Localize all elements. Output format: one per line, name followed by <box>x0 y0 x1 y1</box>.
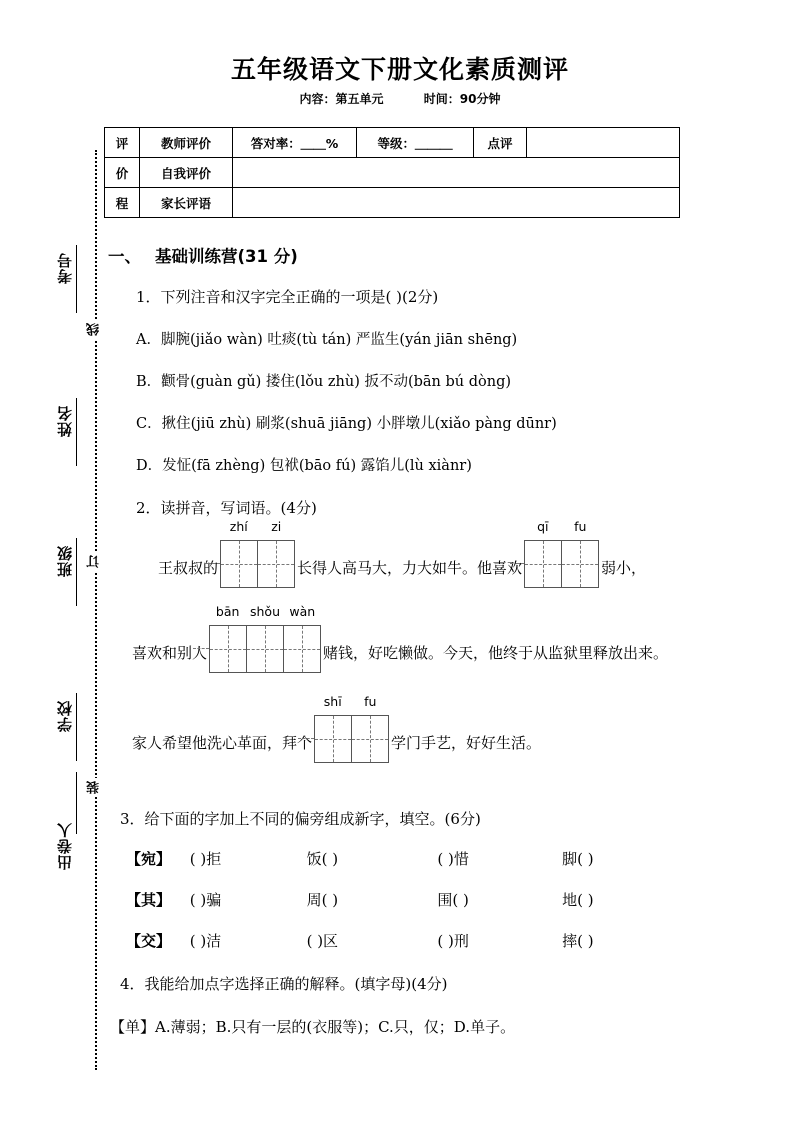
tianzige-box[interactable] <box>220 540 295 588</box>
section-heading <box>108 243 298 267</box>
q2-row1-grid-2[interactable] <box>524 519 599 588</box>
question-2-stem: 2．读拼音，写词语。(4分) <box>136 499 317 517</box>
eval-col-head-2: 价 <box>105 158 140 188</box>
q3-row2-base: 【其】 <box>126 891 172 909</box>
margin-label-paper-author: 出卷人 <box>56 822 74 870</box>
tianzige-cell[interactable] <box>247 626 284 672</box>
question-3-row-3 <box>126 934 594 949</box>
q2-row3-pinyin: shī fu <box>323 694 377 709</box>
tianzige-box[interactable] <box>314 715 389 763</box>
margin-label-school: 学校 <box>56 700 74 732</box>
question-2-row-3 <box>132 694 542 763</box>
q3-row2-blank-1[interactable]: ( )骗 <box>189 891 222 909</box>
tianzige-cell[interactable] <box>210 626 247 672</box>
binding-dotted-line <box>95 150 97 1070</box>
q2-row1-grid-1[interactable] <box>220 519 295 588</box>
baseline-dash <box>298 738 314 739</box>
tianzige-box[interactable] <box>209 625 321 673</box>
question-1-option-b[interactable]: B．颧骨(guàn gǔ) 搂住(lǒu zhù) 扳不动(bān bú dòng) <box>136 374 512 390</box>
margin-label-exam-number: 考号 <box>56 252 74 284</box>
seal-word-bind: 订 <box>88 552 101 571</box>
eval-comment-value[interactable] <box>527 128 680 158</box>
q2-row3-text-after: 学门手艺，好好生活。 <box>391 734 542 752</box>
tianzige-box[interactable] <box>524 540 599 588</box>
tianzige-cell[interactable] <box>221 541 258 587</box>
q3-row3-blank-1[interactable]: ( )洁 <box>189 932 222 950</box>
q3-row2-blank-3[interactable]: 围( ) <box>437 891 469 909</box>
seal-word-pack: 装 <box>88 778 101 797</box>
eval-grade-field[interactable]: 等级：＿＿＿ <box>357 128 474 158</box>
q3-row1-blank-3[interactable]: ( )惜 <box>437 850 469 868</box>
baseline-dash <box>193 648 209 649</box>
q3-row2-blank-2[interactable]: 周( ) <box>306 891 339 909</box>
q2-row1-text-after: 长得人高马大，力大如牛。他喜欢 <box>297 559 523 577</box>
binding-margin <box>0 0 100 1123</box>
tianzige-cell[interactable] <box>525 541 562 587</box>
q3-row1-blank-4[interactable]: 脚( ) <box>562 850 594 868</box>
question-1-stem: 1．下列注音和汉字完全正确的一项是( )(2分) <box>136 288 439 306</box>
eval-label-teacher: 教师评价 <box>140 128 233 158</box>
q2-row2-text-after: 赌钱，好吃懒做。今天，他终于从监狱里释放出来。 <box>323 644 669 662</box>
margin-rule-class <box>76 538 77 606</box>
eval-accuracy-field[interactable]: 答对率：＿＿% <box>233 128 357 158</box>
eval-comment-header: 点评 <box>474 128 527 158</box>
table-row <box>105 188 680 218</box>
tianzige-cell[interactable] <box>352 716 388 762</box>
page-subtitle <box>100 90 700 107</box>
question-1-option-c[interactable]: C．揪住(jiū zhù) 刷浆(shuā jiāng) 小胖墩儿(xiǎo pàng dūnr) <box>136 416 557 432</box>
section-title: 基础训练营 <box>155 247 238 266</box>
section-number: 一、 <box>108 247 141 266</box>
seal-word-line: 线 <box>88 320 101 339</box>
margin-label-class: 班级 <box>56 545 74 577</box>
question-1-option-a[interactable]: A．脚腕(jiǎo wàn) 吐痰(tù tán) 严监生(yán jiān shēng) <box>136 332 518 348</box>
question-3-row-1 <box>126 852 594 867</box>
section-points: (31 分) <box>237 247 298 266</box>
margin-rule-exam-number <box>76 245 77 313</box>
tianzige-cell[interactable] <box>562 541 598 587</box>
q3-row1-base: 【宛】 <box>126 850 172 868</box>
margin-rule-school <box>76 693 77 761</box>
question-1-option-d[interactable]: D．发怔(fā zhèng) 包袱(bāo fú) 露馅儿(lù xiànr) <box>136 458 472 474</box>
question-3-row-2 <box>126 893 594 908</box>
eval-col-head-1: 评 <box>105 128 140 158</box>
eval-self-value[interactable] <box>233 158 680 188</box>
eval-label-self: 自我评价 <box>140 158 233 188</box>
page-title: 五年级语文下册文化素质测评 <box>230 55 569 84</box>
tianzige-cell[interactable] <box>258 541 294 587</box>
q3-row3-blank-2[interactable]: ( )区 <box>306 932 339 950</box>
margin-label-student-name: 姓名 <box>56 405 74 437</box>
q2-row2-grid[interactable] <box>209 604 321 673</box>
q2-row1-pinyin-2: qī fu <box>537 519 587 534</box>
question-2-row-2 <box>132 604 669 673</box>
q3-row1-blank-2[interactable]: 饭( ) <box>306 850 339 868</box>
tianzige-cell[interactable] <box>315 716 352 762</box>
evaluation-table <box>104 127 680 218</box>
eval-col-head-3: 程 <box>105 188 140 218</box>
q2-row3-text-before: 家人希望他洗心革面，拜个 <box>132 734 313 752</box>
baseline-dash <box>510 563 524 564</box>
q2-row2-pinyin: bān shǒu wàn <box>215 604 316 619</box>
question-3-stem: 3．给下面的字加上不同的偏旁组成新字，填空。(6分) <box>120 810 481 828</box>
question-2-row-1 <box>158 519 647 588</box>
table-row <box>105 128 680 158</box>
subtitle-content: 内容：第五单元 <box>299 92 384 106</box>
q3-row2-blank-4[interactable]: 地( ) <box>562 891 594 909</box>
q3-row1-blank-1[interactable]: ( )拒 <box>189 850 222 868</box>
subtitle-time: 时间：90分钟 <box>423 92 501 106</box>
q2-row1-text-before: 王叔叔的 <box>158 559 219 577</box>
q3-row3-base: 【交】 <box>126 932 172 950</box>
baseline-dash <box>204 563 220 564</box>
table-row <box>105 158 680 188</box>
eval-label-parent: 家长评语 <box>140 188 233 218</box>
eval-parent-value[interactable] <box>233 188 680 218</box>
tianzige-cell[interactable] <box>284 626 320 672</box>
question-4-stem: 4．我能给加点字选择正确的解释。(填字母)(4分) <box>120 975 448 993</box>
question-4-entry: 【单】A.薄弱；B.只有一层的(衣服等)；C.只，仅；D.单子。 <box>110 1018 516 1036</box>
q2-row2-text-before: 喜欢和别人 <box>132 644 208 662</box>
q3-row3-blank-3[interactable]: ( )刑 <box>437 932 469 950</box>
q2-row1-pinyin-1: zhí zi <box>229 519 282 534</box>
q2-row3-grid[interactable] <box>314 694 389 763</box>
q3-row3-blank-4[interactable]: 摔( ) <box>562 932 594 950</box>
margin-rule-student-name <box>76 398 77 466</box>
margin-rule-paper-author <box>76 772 77 834</box>
q2-row1-text-end: 弱小， <box>601 559 647 577</box>
